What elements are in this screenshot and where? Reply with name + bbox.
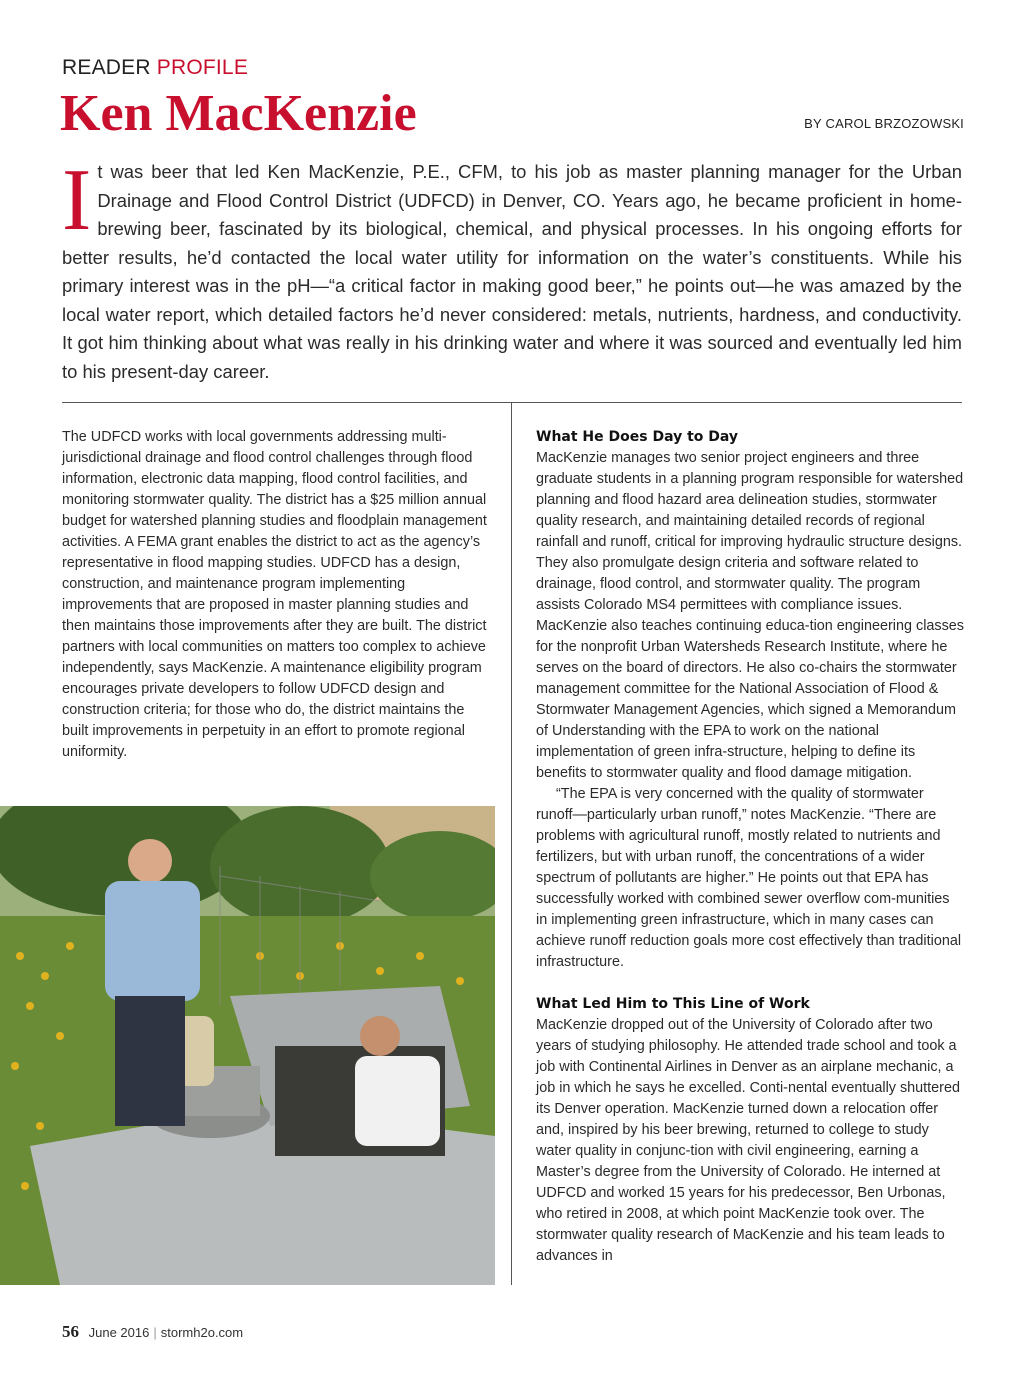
section2-paragraph-1: MacKenzie dropped out of the University of Colorado after two years of studying philosophy. He attended trade school and took a job with Continental Airlines in Denver as an airplane mechanic, a job in which he says he excelled. Conti-nental eventually shuttered its Denver operation. MacKenzie turned down a relocation offer and, inspired by his beer brewing, returned to college to study water quality in conjunc-tion with civil engineering, earning a Master’s degree from the University of Colorado. He interned at UDFCD and worked 15 years for his predecessor, Ben Urbonas, who retired in 2008, at which point MacKenzie took over. The stormwater quality research of MacKenzie and his team leads to advances in: [536, 1017, 960, 1264]
column-divider: [511, 402, 512, 1285]
kicker-reader: READER: [62, 56, 151, 79]
section-heading-line-of-work: What Led Him to This Line of Work: [536, 996, 810, 1012]
horizontal-divider: [62, 402, 962, 403]
right-column: [536, 427, 964, 1267]
section-spacer: [536, 973, 964, 994]
page-footer: [62, 1322, 243, 1342]
section-heading-day-to-day: What He Does Day to Day: [536, 429, 739, 445]
page-number: 56: [62, 1322, 79, 1341]
footer-separator: |: [153, 1325, 157, 1340]
section-kicker: [62, 56, 248, 80]
section1-paragraph-2: “The EPA is very concerned with the quality of stormwater runoff—particularly urban runoff,” notes MacKenzie. “There are problems with agricultural runoff, mostly related to nutrients and fertilizers, but with urban runoff, the concentrations of a wider spectrum of pollutants are higher.” He points out that EPA has successfully worked with combined sewer overflow com-munities in implementing green infrastructure, which in many cases can achieve runoff reduction goals more cost effectively than traditional infrastructure.: [536, 786, 962, 970]
section1-paragraph-1: MacKenzie manages two senior project engineers and three graduate students in a planning program responsible for watershed planning and flood hazard area delineation studies, stormwater quality research, and maintaining detailed records of regional rainfall and runoff, critical for improving hydraulic structure designs. They also promulgate design criteria and software related to drainage, flood control, and stormwater quality. The program assists Colorado MS4 permittees with compliance issues. MacKenzie also teaches continuing educa-tion engineering classes for the nonprofit Urban Watersheds Research Institute, where he serves on the board of directors. He also co-chairs the stormwater management committee for the National Association of Flood & Stormwater Management Agencies, which signed a Memorandum of Understanding with the EPA to work on the national implementation of green infra-structure, helping to define its benefits to stormwater quality and flood damage mitigation.: [536, 450, 964, 781]
drop-cap: I: [62, 152, 92, 249]
photo-illustration: [0, 806, 495, 1285]
article-title: Ken MacKenzie: [60, 85, 417, 142]
byline: BY CAROL BRZOZOWSKI: [804, 116, 964, 131]
article-photo: [0, 806, 495, 1285]
issue-date: June 2016: [88, 1325, 150, 1340]
intro-paragraph: [62, 152, 962, 386]
left-column-paragraph: The UDFCD works with local governments addressing multi-jurisdictional drainage and flood control challenges through flood information, electronic data mapping, flood control facilities, and monitoring stormwater quality. The district has a $25 million annual budget for watershed planning studies and floodplain management activities. A FEMA grant enables the district to act as the agency’s representative in flood mapping studies. UDFCD has a design, construction, and maintenance program implementing improvements that are proposed in master planning studies and then maintains those improvements after they are built. The district partners with local communities on matters too complex to achieve independently, says MacKenzie. A maintenance eligibility program encourages private developers to follow UDFCD design and construction criteria; for those who do, the district maintains the built improvements in perpetuity in an effort to promote regional uniformity.: [62, 429, 487, 760]
website-link[interactable]: stormh2o.com: [160, 1325, 244, 1340]
kicker-profile: PROFILE: [156, 56, 249, 79]
intro-text: t was beer that led Ken MacKenzie, P.E., CFM, to his job as master planning manager for the Urban Drainage and Flood Control District (UDFCD) in Denver, CO. Years ago, he became proficient in home-brewing beer, fascinated by its biological, chemical, and physical processes. In his ongoing efforts for better results, he’d contacted the local water utility for information on the water’s constituents. While his primary interest was in the pH—“a critical factor in making good beer,” he points out—he was amazed by the local water report, which detailed factors he’d never considered: metals, nutrients, hardness, and conductivity. It got him thinking about what was really in his drinking water and where it was sourced and eventually led him to his present-day career.: [62, 161, 962, 382]
left-column: [62, 427, 488, 763]
